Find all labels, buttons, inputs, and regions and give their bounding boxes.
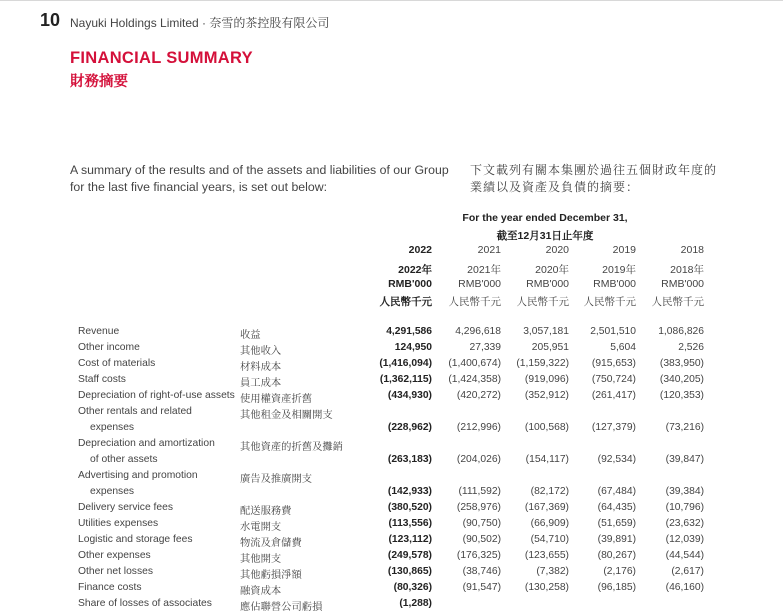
cell-9-2: (66,909) bbox=[530, 518, 569, 529]
cell-1-4: 2,526 bbox=[678, 342, 704, 353]
page-number: 10 bbox=[40, 10, 61, 30]
section-title-en: FINANCIAL SUMMARY bbox=[70, 49, 253, 67]
cell-8-0: (380,520) bbox=[387, 502, 432, 513]
cell-0-0: 4,291,586 bbox=[386, 326, 432, 337]
cell-3-4: (340,205) bbox=[659, 374, 704, 385]
row-label-zh: 其他虧損淨額 bbox=[240, 570, 302, 581]
col-header-units-zh-0: 人民幣千元 bbox=[379, 296, 432, 308]
row-label-zh: 配送服務費 bbox=[240, 506, 292, 517]
cell-3-3: (750,724) bbox=[591, 374, 636, 385]
row-label-zh: 其他資產的折舊及攤銷 bbox=[240, 442, 343, 453]
row-label-en: Delivery service fees bbox=[78, 502, 173, 513]
col-header-units-zh-3: 人民幣千元 bbox=[583, 296, 636, 308]
cell-13-4: (46,160) bbox=[665, 582, 704, 593]
row-label-en: Staff costs bbox=[78, 374, 126, 385]
col-header-years-zh-4: 2018年 bbox=[670, 264, 704, 276]
row-label-en-cont: expenses bbox=[90, 486, 135, 497]
cell-11-2: (123,655) bbox=[524, 550, 569, 561]
cell-5-1: (212,996) bbox=[456, 422, 501, 433]
cell-11-1: (176,325) bbox=[456, 550, 501, 561]
col-header-units-zh-2: 人民幣千元 bbox=[516, 296, 569, 308]
cell-3-1: (1,424,358) bbox=[448, 374, 501, 385]
cell-7-3: (67,484) bbox=[597, 486, 636, 497]
cell-6-4: (39,847) bbox=[665, 454, 704, 465]
row-label-en: Share of losses of associates bbox=[78, 598, 212, 609]
row-label-en: Depreciation of right-of-use assets bbox=[78, 390, 235, 401]
cell-4-4: (120,353) bbox=[659, 390, 704, 401]
col-header-years-zh-0: 2022年 bbox=[398, 264, 432, 276]
col-header-units-2: RMB'000 bbox=[526, 278, 569, 290]
cell-8-1: (258,976) bbox=[456, 502, 501, 513]
cell-9-4: (23,632) bbox=[665, 518, 704, 529]
header-rule bbox=[0, 0, 783, 1]
col-header-years-zh-3: 2019年 bbox=[602, 264, 636, 276]
cell-2-2: (1,159,322) bbox=[516, 358, 569, 369]
cell-10-2: (54,710) bbox=[530, 534, 569, 545]
row-label-en-cont: expenses bbox=[90, 422, 135, 433]
company-name: Nayuki Holdings Limited · 奈雪的茶控股有限公司 bbox=[70, 16, 330, 30]
cell-5-0: (228,962) bbox=[387, 422, 432, 433]
cell-11-3: (80,267) bbox=[597, 550, 636, 561]
cell-12-3: (2,176) bbox=[603, 566, 636, 577]
col-header-years-3: 2019 bbox=[612, 244, 636, 256]
cell-4-0: (434,930) bbox=[387, 390, 432, 401]
cell-2-4: (383,950) bbox=[659, 358, 704, 369]
row-label-zh: 應佔聯營公司虧損 bbox=[240, 602, 323, 613]
row-label-zh: 收益 bbox=[240, 330, 261, 341]
row-label-zh: 廣告及推廣開支 bbox=[240, 474, 313, 485]
cell-13-0: (80,326) bbox=[393, 582, 432, 593]
cell-7-0: (142,933) bbox=[387, 486, 432, 497]
cell-8-4: (10,796) bbox=[665, 502, 704, 513]
row-label-zh: 員工成本 bbox=[240, 378, 282, 389]
row-label-zh: 物流及倉儲費 bbox=[240, 538, 302, 549]
col-header-years-1: 2021 bbox=[477, 244, 501, 256]
intro-text-en: A summary of the results and of the assets and liabilities of our Group for the last five financial years, is set out below: bbox=[70, 163, 449, 194]
cell-12-0: (130,865) bbox=[387, 566, 432, 577]
col-header-years-zh-1: 2021年 bbox=[467, 264, 501, 276]
row-label-zh: 水電開支 bbox=[240, 522, 282, 533]
row-label-en: Other income bbox=[78, 342, 140, 353]
col-header-units-0: RMB'000 bbox=[388, 278, 432, 290]
cell-5-3: (127,379) bbox=[591, 422, 636, 433]
cell-10-3: (39,891) bbox=[597, 534, 636, 545]
col-header-units-zh-4: 人民幣千元 bbox=[651, 296, 704, 308]
intro-text-zh: 下文載列有關本集團於過往五個財政年度的業績以及資產及負債的摘要： bbox=[470, 163, 718, 194]
cell-5-2: (100,568) bbox=[524, 422, 569, 433]
cell-2-3: (915,653) bbox=[591, 358, 636, 369]
row-label-en: Logistic and storage fees bbox=[78, 534, 193, 545]
row-label-en: Cost of materials bbox=[78, 358, 156, 369]
cell-12-2: (7,382) bbox=[536, 566, 569, 577]
col-header-units-3: RMB'000 bbox=[593, 278, 636, 290]
col-header-units-1: RMB'000 bbox=[458, 278, 501, 290]
cell-8-3: (64,435) bbox=[597, 502, 636, 513]
cell-6-1: (204,026) bbox=[456, 454, 501, 465]
cell-13-2: (130,258) bbox=[524, 582, 569, 593]
cell-7-2: (82,172) bbox=[530, 486, 569, 497]
cell-10-0: (123,112) bbox=[388, 534, 432, 545]
cell-1-2: 205,951 bbox=[531, 342, 569, 353]
col-header-years-4: 2018 bbox=[680, 244, 704, 256]
row-label-en: Utilities expenses bbox=[78, 518, 159, 529]
cell-1-3: 5,604 bbox=[610, 342, 636, 353]
col-header-years-zh-2: 2020年 bbox=[535, 264, 569, 276]
cell-9-0: (113,556) bbox=[388, 518, 432, 529]
col-header-units-4: RMB'000 bbox=[661, 278, 704, 290]
cell-6-2: (154,117) bbox=[525, 454, 569, 465]
cell-0-2: 3,057,181 bbox=[523, 326, 569, 337]
cell-5-4: (73,216) bbox=[665, 422, 704, 433]
cell-3-2: (919,096) bbox=[524, 374, 569, 385]
row-label-zh: 其他收入 bbox=[240, 346, 282, 357]
cell-0-4: 1,086,826 bbox=[658, 326, 704, 337]
cell-10-1: (90,502) bbox=[462, 534, 501, 545]
cell-12-4: (2,617) bbox=[671, 566, 704, 577]
cell-11-0: (249,578) bbox=[387, 550, 432, 561]
row-label-en: Other rentals and related bbox=[78, 406, 192, 417]
cell-7-4: (39,384) bbox=[665, 486, 704, 497]
cell-13-3: (96,185) bbox=[597, 582, 636, 593]
row-label-en: Other net losses bbox=[78, 566, 153, 577]
cell-0-3: 2,501,510 bbox=[590, 326, 636, 337]
cell-2-1: (1,400,674) bbox=[448, 358, 501, 369]
row-label-en: Revenue bbox=[78, 326, 120, 337]
row-label-en: Other expenses bbox=[78, 550, 151, 561]
cell-4-2: (352,912) bbox=[524, 390, 569, 401]
period-heading-en: For the year ended December 31, bbox=[462, 212, 628, 224]
row-label-zh: 使用權資產折舊 bbox=[240, 394, 313, 405]
cell-9-1: (90,750) bbox=[462, 518, 501, 529]
cell-2-0: (1,416,094) bbox=[379, 358, 432, 369]
cell-11-4: (44,544) bbox=[665, 550, 704, 561]
row-label-zh: 其他租金及相關開支 bbox=[240, 410, 333, 421]
cell-1-0: 124,950 bbox=[394, 342, 432, 353]
cell-8-2: (167,369) bbox=[524, 502, 569, 513]
cell-10-4: (12,039) bbox=[665, 534, 704, 545]
cell-6-3: (92,534) bbox=[597, 454, 636, 465]
cell-14-0: (1,288) bbox=[399, 598, 432, 609]
col-header-years-0: 2022 bbox=[408, 244, 432, 256]
col-header-units-zh-1: 人民幣千元 bbox=[448, 296, 501, 308]
row-label-zh: 材料成本 bbox=[240, 362, 282, 373]
row-label-zh: 融資成本 bbox=[240, 586, 282, 597]
row-label-en: Advertising and promotion bbox=[78, 470, 198, 481]
cell-9-3: (51,659) bbox=[597, 518, 636, 529]
cell-0-1: 4,296,618 bbox=[455, 326, 501, 337]
cell-4-3: (261,417) bbox=[591, 390, 636, 401]
row-label-zh: 其他開支 bbox=[240, 554, 282, 565]
cell-1-1: 27,339 bbox=[469, 342, 501, 353]
cell-3-0: (1,362,115) bbox=[379, 374, 432, 385]
row-label-en-cont: of other assets bbox=[90, 454, 158, 465]
section-title-zh: 財務摘要 bbox=[70, 74, 128, 90]
row-label-en: Depreciation and amortization bbox=[78, 438, 215, 449]
cell-4-1: (420,272) bbox=[456, 390, 501, 401]
cell-12-1: (38,746) bbox=[462, 566, 501, 577]
period-heading-zh: 截至12月31日止年度 bbox=[496, 230, 594, 242]
col-header-years-2: 2020 bbox=[545, 244, 569, 256]
cell-7-1: (111,592) bbox=[458, 486, 501, 497]
row-label-en: Finance costs bbox=[78, 582, 142, 593]
cell-6-0: (263,183) bbox=[387, 454, 432, 465]
cell-13-1: (91,547) bbox=[462, 582, 501, 593]
